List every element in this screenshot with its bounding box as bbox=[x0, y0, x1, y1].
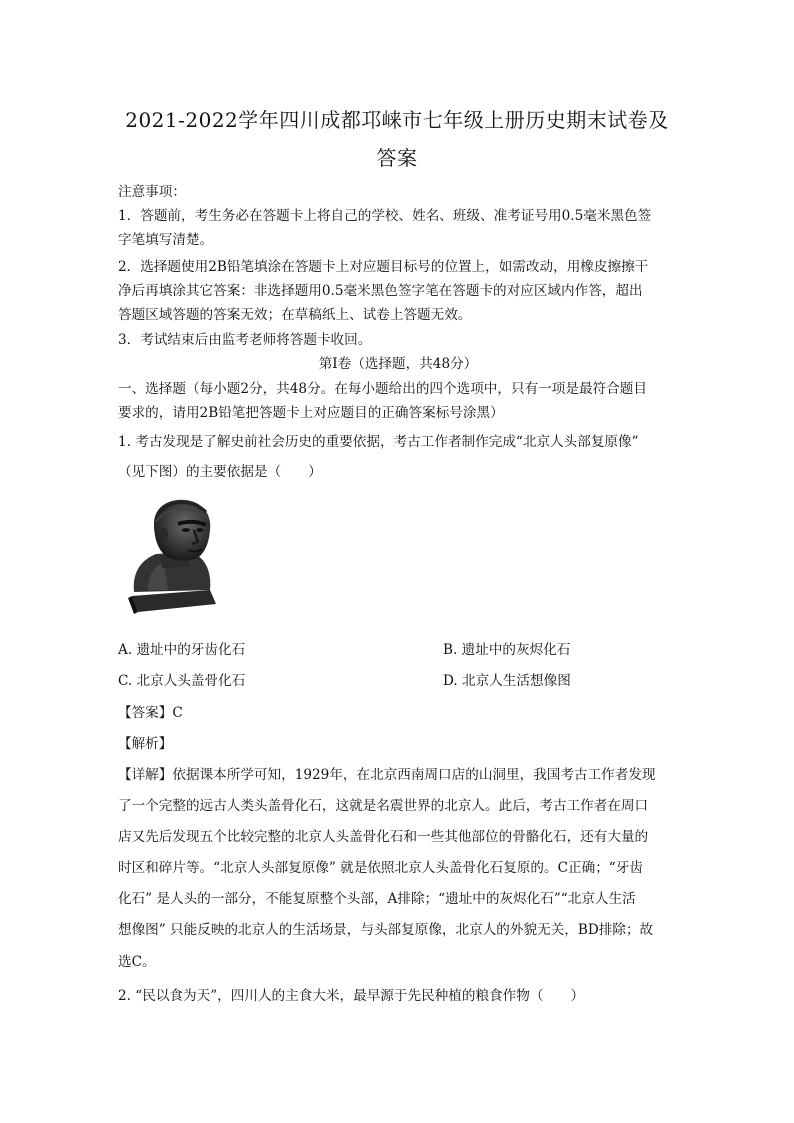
notice-line: 1．答题前，考生务必在答题卡上将自己的学校、姓名、班级、准考证号用0.5毫米黑色签 bbox=[118, 208, 652, 224]
notice-line: 3．考试结束后由监考老师将答题卡收回。 bbox=[118, 332, 372, 348]
section-intro-line: 要求的，请用2B铅笔把答题卡上对应题目的正确答案标号涂黑） bbox=[118, 405, 504, 421]
notice-line: 净后再填涂其它答案：非选择题用0.5毫米黑色签字笔在答题卡的对应区域内作答，超出 bbox=[118, 283, 643, 299]
question-1-explanation-line: 店又先后发现五个比较完整的北京人头盖骨化石和一些其他部位的骨骼化石，还有大量的 bbox=[118, 829, 649, 845]
question-1-explanation-line: 【详解】依据课本所学可知，1929年，在北京西南周口店的山洞里，我国考古工作者发现 bbox=[118, 767, 656, 783]
page-title-line-2: 答案 bbox=[376, 146, 418, 170]
notice-heading: 注意事项： bbox=[118, 184, 186, 200]
notice-line: 答题区域答题的答案无效；在草稿纸上、试卷上答题无效。 bbox=[118, 307, 472, 323]
page-title-line-1: 2021-2022学年四川成都邛崃市七年级上册历史期末试卷及 bbox=[125, 108, 669, 132]
question-1-answer: 【答案】C bbox=[118, 705, 183, 721]
question-1-option-b: B. 遗址中的灰烬化石 bbox=[443, 642, 571, 658]
section-title: 第Ⅰ卷（选择题，共48分） bbox=[318, 356, 478, 372]
question-1-analysis-heading: 【解析】 bbox=[118, 736, 173, 752]
question-1-option-c: C. 北京人头盖骨化石 bbox=[118, 673, 246, 689]
question-1-explanation-line: 想像图” 只能反映的北京人的生活场景，与头部复原像，北京人的外貌无关，BD排除；故 bbox=[118, 922, 654, 938]
question-2-stem: 2. “民以食为天”，四川人的主食大米，最早源于先民种植的粮食作物（ ） bbox=[118, 988, 585, 1004]
notice-line: 字笔填写清楚。 bbox=[118, 232, 214, 248]
peking-man-bust-image bbox=[118, 494, 230, 616]
question-1-explanation-line: 化石” 是人头的一部分，不能复原整个头部，A排除；“遗址中的灰烬化石”“北京人生活 bbox=[118, 891, 636, 907]
question-1-option-d: D. 北京人生活想像图 bbox=[443, 673, 571, 689]
question-1-stem-line: （见下图）的主要依据是（ ） bbox=[118, 464, 322, 480]
question-1-explanation-line: 了一个完整的远古人类头盖骨化石，这就是名震世界的北京人。此后，考古工作者在周口 bbox=[118, 798, 649, 814]
question-1-explanation-line: 选C。 bbox=[118, 954, 156, 970]
notice-line: 2．选择题使用2B铅笔填涂在答题卡上对应题目标号的位置上，如需改动，用橡皮擦擦干 bbox=[118, 259, 649, 275]
section-intro-line: 一、选择题（每小题2分，共48分。在每小题给出的四个选项中，只有一项是最符合题目 bbox=[118, 381, 647, 397]
question-1-stem-line: 1. 考古发现是了解史前社会历史的重要依据，考古工作者制作完成“北京人头部复原像” bbox=[118, 434, 639, 450]
question-1-option-a: A. 遗址中的牙齿化石 bbox=[118, 642, 246, 658]
question-1-explanation-line: 时区和碎片等。“北京人头部复原像” 就是依照北京人头盖骨化石复原的。C正确；“牙齿 bbox=[118, 860, 643, 876]
